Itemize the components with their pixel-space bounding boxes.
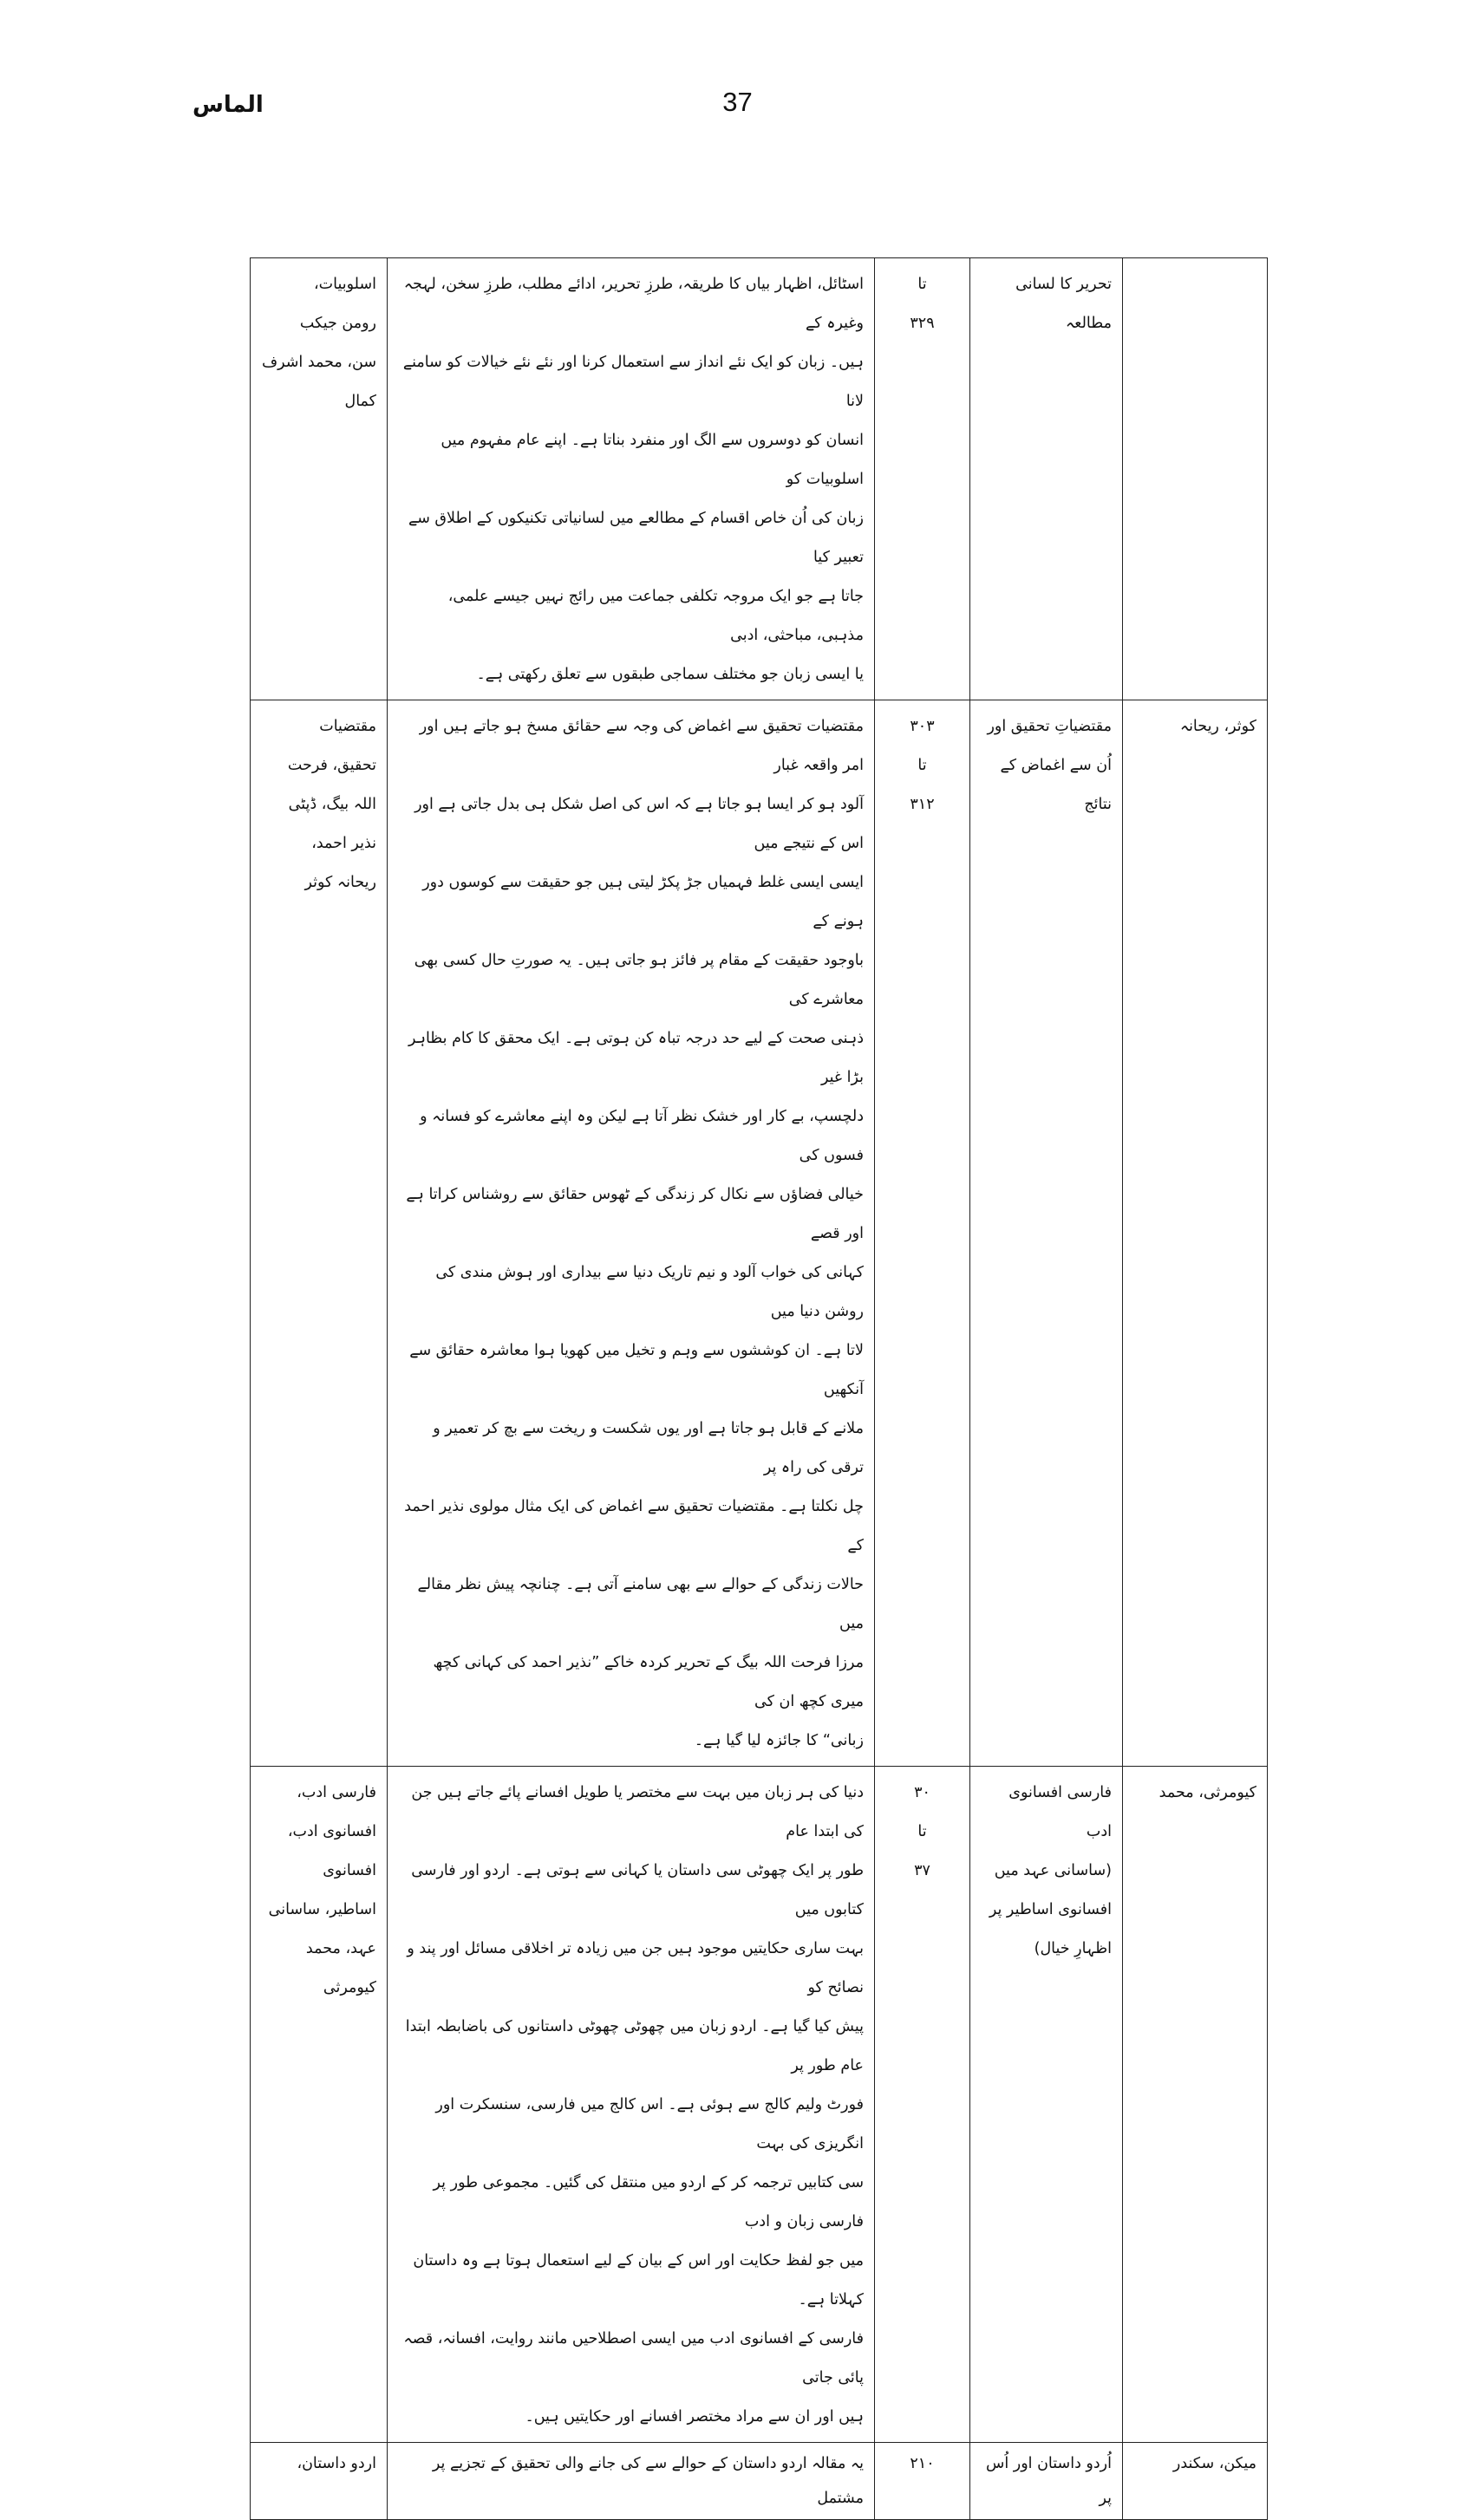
title-line: تحریر کا لسانی مطالعہ	[1015, 276, 1112, 332]
summary-line: خیالی فضاؤں سے نکال کر زندگی کے ٹھوس حقائق سے روشناس کراتا ہے اور قصے	[406, 1186, 864, 1242]
keywords-line: اسلوبیات،	[314, 276, 376, 293]
title-line: افسانوی اساطیر پر	[989, 1901, 1112, 1918]
researcher-cell	[1123, 258, 1268, 700]
table-row	[251, 2443, 1268, 2520]
summary-line: ملانے کے قابل ہو جاتا ہے اور یوں شکست و ریخت سے بچ کر تعمیر و ترقی کی راہ پر	[433, 1420, 864, 1476]
researcher-cell	[1123, 2443, 1268, 2520]
table-row	[251, 1767, 1268, 2443]
keywords-line: افسانوی	[323, 1862, 376, 1879]
summary-cell	[388, 1767, 875, 2443]
keywords-line: اللہ بیگ، ڈپٹی	[288, 796, 376, 813]
keywords-cell	[251, 1767, 388, 2443]
pages-line: ۳۰۳	[910, 718, 935, 735]
summary-line: ایسی ایسی غلط فہمیاں جڑ پکڑ لیتی ہیں جو حقیقت سے کوسوں دور ہونے کے	[422, 874, 864, 930]
pages-cell	[875, 700, 970, 1767]
keywords-line: مقتضیات	[319, 718, 376, 735]
summary-line: لاتا ہے۔ ان کوششوں سے وہم و تخیل میں کھویا ہوا معاشرہ حقائق سے آنکھیں	[409, 1342, 864, 1398]
summary-line: باوجود حقیقت کے مقام پر فائز ہو جاتی ہیں۔ یہ صورتِ حال کسی بھی معاشرے کی	[414, 952, 864, 1008]
keywords-line: نذیر احمد،	[311, 835, 376, 852]
keywords-cell	[251, 258, 388, 700]
pages-line: ۳۰	[914, 1784, 930, 1801]
keywords-line: عہد، محمد	[305, 1940, 376, 1957]
summary-cell	[388, 700, 875, 1767]
summary-line: ہیں۔ زبان کو ایک نئے انداز سے استعمال کرنا اور نئے نئے خیالات کو سامنے لانا	[402, 354, 864, 410]
title-line: نتائج	[1084, 796, 1112, 813]
summary-line: زبان کی اُن خاص اقسام کے مطالعے میں لسانیاتی تکنیکوں کے اطلاق سے تعبیر کیا	[408, 510, 864, 566]
title-line: اظہارِ خیال)	[1034, 1940, 1112, 1957]
title-line: فارسی افسانوی ادب	[1008, 1784, 1112, 1840]
summary-line: حالات زندگی کے حوالے سے بھی سامنے آتی ہے۔ چنانچہ پیش نظر مقالے میں	[417, 1576, 864, 1632]
pages-line: تا	[917, 1823, 927, 1840]
keywords-line: اردو داستان،	[297, 2455, 376, 2472]
journal-name: الماس	[193, 92, 264, 118]
title-cell	[970, 700, 1123, 1767]
summary-line: سی کتابیں ترجمہ کر کے اردو میں منتقل کی گئیں۔ مجموعی طور پر فارسی زبان و ادب	[433, 2174, 864, 2230]
title-line: مقتضیاتِ تحقیق اور	[987, 718, 1112, 735]
summary-cell	[388, 2443, 875, 2520]
summary-line: ذہنی صحت کے لیے حد درجہ تباہ کن ہوتی ہے۔ ایک محقق کا کام بظاہر بڑا غیر	[408, 1030, 864, 1086]
title-cell	[970, 258, 1123, 700]
summary-line: طور پر ایک چھوٹی سی داستان یا کہانی سے ہوتی ہے۔ اردو اور فارسی کتابوں میں	[411, 1862, 864, 1918]
title-cell	[970, 1767, 1123, 2443]
summary-line: زبانی“ کا جائزہ لیا گیا ہے۔	[694, 1732, 864, 1749]
keywords-line: رومن جیکب	[299, 315, 376, 332]
keywords-line: کمال	[344, 393, 376, 410]
summary-line: چل نکلتا ہے۔ مقتضیات تحقیق سے اغماض کی ایک مثال مولوی نذیر احمد کے	[404, 1498, 864, 1554]
summary-line: فارسی کے افسانوی ادب میں ایسی اصطلاحیں مانند روایت، افسانہ، قصہ پائی جاتی	[403, 2330, 864, 2387]
pages-line: ۲۱۰	[910, 2455, 935, 2472]
table-row	[251, 700, 1268, 1767]
summary-line: دلچسپ، بے کار اور خشک نظر آتا ہے لیکن وہ اپنے معاشرے کو فسانہ و فسوں کی	[420, 1108, 864, 1164]
summary-cell	[388, 258, 875, 700]
summary-line: جاتا ہے جو ایک مروجہ تکلفی جماعت میں رائج نہیں جیسے علمی، مذہبی، مباحثی، ادبی	[447, 588, 864, 644]
title-line: (ساسانی عہد میں	[994, 1862, 1112, 1879]
keywords-cell	[251, 2443, 388, 2520]
summary-line: آلود ہو کر ایسا ہو جاتا ہے کہ اس کی اصل شکل ہی بدل جاتی ہے اور اس کے نتیجے میں	[414, 796, 864, 852]
pages-cell	[875, 2443, 970, 2520]
table-body	[251, 258, 1268, 2520]
keywords-line: تحقیق، فرحت	[287, 757, 376, 774]
summary-line: ہیں اور ان سے مراد مختصر افسانے اور حکایتیں ہیں۔	[525, 2408, 864, 2426]
pages-line: ۳۱۲	[910, 796, 935, 813]
keywords-cell	[251, 700, 388, 1767]
keywords-line: کیومرثی	[323, 1979, 376, 1996]
researcher-cell	[1123, 1767, 1268, 2443]
keywords-line: سن، محمد اشرف	[261, 354, 376, 371]
summary-line: پیش کیا گیا ہے۔ اردو زبان میں چھوٹی چھوٹی داستانوں کی باضابطہ ابتدا عام طور پر	[405, 2018, 864, 2074]
pages-line: ۳۷	[914, 1862, 930, 1879]
summary-line: مقتضیات تحقیق سے اغماض کی وجہ سے حقائق مسخ ہو جاتے ہیں اور امر واقعہ غبار	[419, 718, 864, 774]
keywords-line: ریحانہ کوثر	[304, 874, 376, 891]
keywords-line: اساطیر، ساسانی	[268, 1901, 376, 1918]
keywords-line: افسانوی ادب،	[287, 1823, 376, 1840]
page-number: 37	[722, 87, 753, 117]
researcher-cell	[1123, 700, 1268, 1767]
table-row	[251, 258, 1268, 700]
summary-line: انسان کو دوسروں سے الگ اور منفرد بناتا ہے۔ اپنے عام مفہوم میں اسلوبیات کو	[441, 432, 864, 488]
pages-cell	[875, 1767, 970, 2443]
summary-line: مرزا فرحت اللہ بیگ کے تحریر کردہ خاکے ”نذیر احمد کی کہانی کچھ میری کچھ ان کی	[433, 1654, 864, 1710]
researcher-text: میکن، سکندر	[1172, 2455, 1256, 2472]
summary-line: اسٹائل، اظہار بیاں کا طریقہ، طرزِ تحریر، ادائے مطلب، طرزِ سخن، لہجہ وغیرہ کے	[403, 276, 864, 332]
summary-line: دنیا کی ہر زبان میں بہت سے مختصر یا طویل افسانے پائے جاتے ہیں جن کی ابتدا عام	[411, 1784, 864, 1840]
pages-cell	[875, 258, 970, 700]
title-cell	[970, 2443, 1123, 2520]
summary-line: بہت ساری حکایتیں موجود ہیں جن میں زیادہ تر اخلاقی مسائل اور پند و نصائح کو	[407, 1940, 864, 1996]
title-line: اُن سے اغماض کے	[1000, 757, 1112, 774]
keywords-line: فارسی ادب،	[297, 1784, 376, 1801]
summary-line: فورٹ ولیم کالج سے ہوئی ہے۔ اس کالج میں فارسی، سنسکرت اور انگریزی کی بہت	[435, 2096, 864, 2152]
researcher-text: کوثر، ریحانہ	[1179, 718, 1256, 735]
researcher-text: کیومرثی، محمد	[1158, 1784, 1256, 1801]
summary-line: یا ایسی زبان جو مختلف سماجی طبقوں سے تعلق رکھتی ہے۔	[476, 666, 864, 683]
summary-line: میں جو لفظ حکایت اور اس کے بیان کے لیے استعمال ہوتا ہے وہ داستان کہلاتا ہے۔	[413, 2252, 864, 2308]
research-summary-table	[250, 257, 1268, 2520]
pages-line: ۳۲۹	[910, 315, 935, 332]
pages-line: تا	[917, 757, 927, 774]
pages-line: تا	[917, 276, 927, 293]
title-line: اُردو داستان اور اُس پر	[985, 2455, 1112, 2507]
summary-line: یہ مقالہ اردو داستان کے حوالے سے کی جانے والی تحقیق کے تجزیے پر مشتمل	[432, 2455, 864, 2507]
summary-line: کہانی کی خواب آلود و نیم تاریک دنیا سے بیداری اور ہوش مندی کی روشن دنیا میں	[435, 1264, 864, 1320]
